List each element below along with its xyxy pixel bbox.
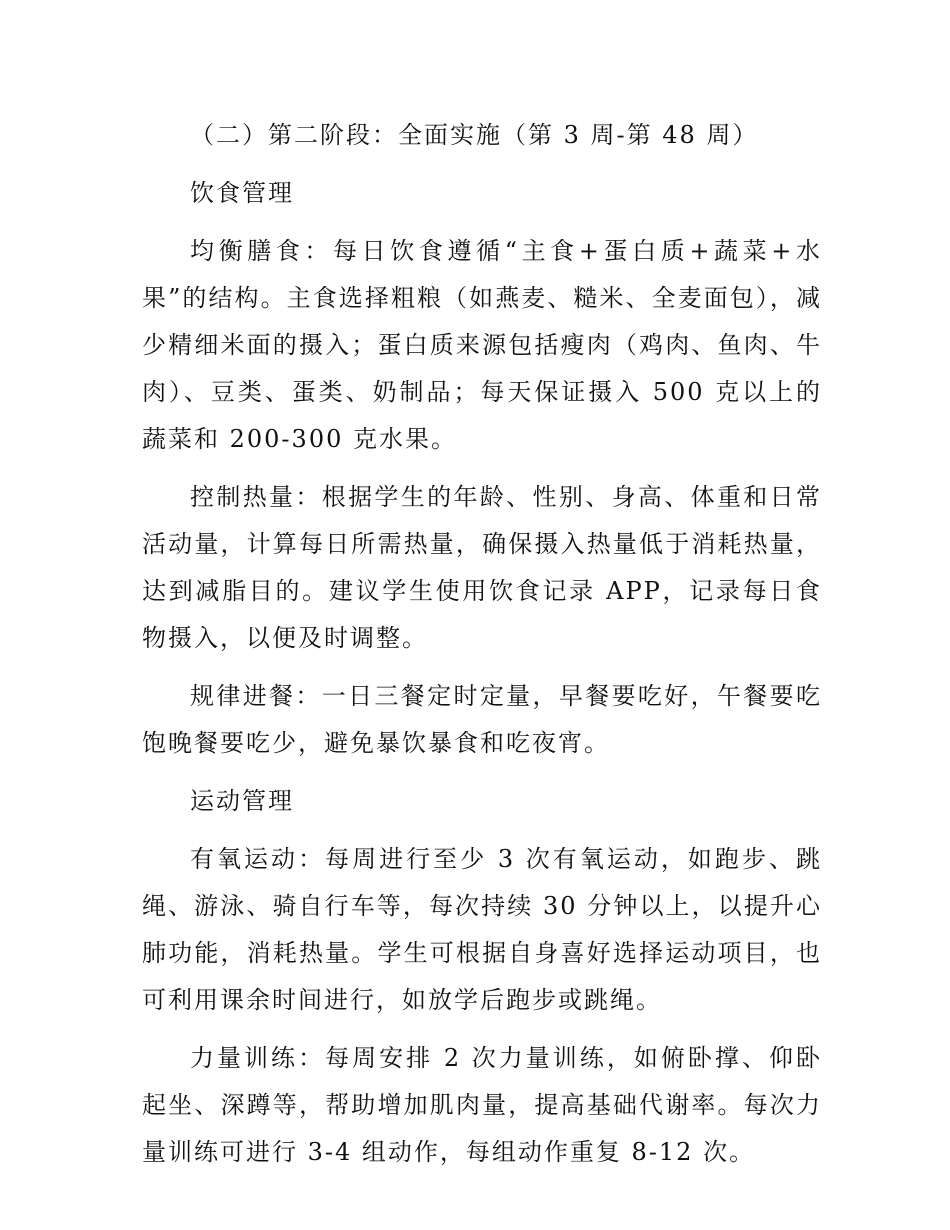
regular-meals-paragraph: 规律进餐：一日三餐定时定量，早餐要吃好，午餐要吃饱晚餐要吃少，避免暴饮暴食和吃夜宵。: [142, 682, 822, 757]
balanced-diet-paragraph: 均衡膳食：每日饮食遵循“主食+蛋白质+蔬菜+水果”的结构。主食选择粗粮（如燕麦、糙米、全麦面包），减少精细米面的摄入；蛋白质来源包括瘦肉（鸡肉、鱼肉、牛肉）、豆类、蛋类、奶制品；每天保证摄入 500 克以上的蔬菜和 200-300 克水果。: [142, 237, 822, 453]
section-title: （二）第二阶段：全面实施（第 3 周-第 48 周）: [190, 121, 759, 149]
exercise-heading: 运动管理: [190, 787, 294, 815]
diet-heading: 饮食管理: [190, 179, 294, 207]
strength-training-paragraph: 力量训练：每周安排 2 次力量训练，如俯卧撑、仰卧起坐、深蹲等，帮助增加肌肉量，提高基础代谢率。每次力量训练可进行 3-4 组动作，每组动作重复 8-12 次。: [142, 1044, 822, 1166]
aerobic-exercise-paragraph: 有氧运动：每周进行至少 3 次有氧运动，如跑步、跳绳、游泳、骑自行车等，每次持续 30 分钟以上，以提升心肺功能，消耗热量。学生可根据自身喜好选择运动项目，也可利用课余时间进行，如放学后跑步或跳绳。: [142, 845, 822, 1014]
calorie-control-paragraph: 控制热量：根据学生的年龄、性别、身高、体重和日常活动量，计算每日所需热量，确保摄入热量低于消耗热量，达到减脂目的。建议学生使用饮食记录 APP，记录每日食物摄入，以便及时调整。: [142, 483, 822, 652]
document-body: [142, 112, 822, 1187]
